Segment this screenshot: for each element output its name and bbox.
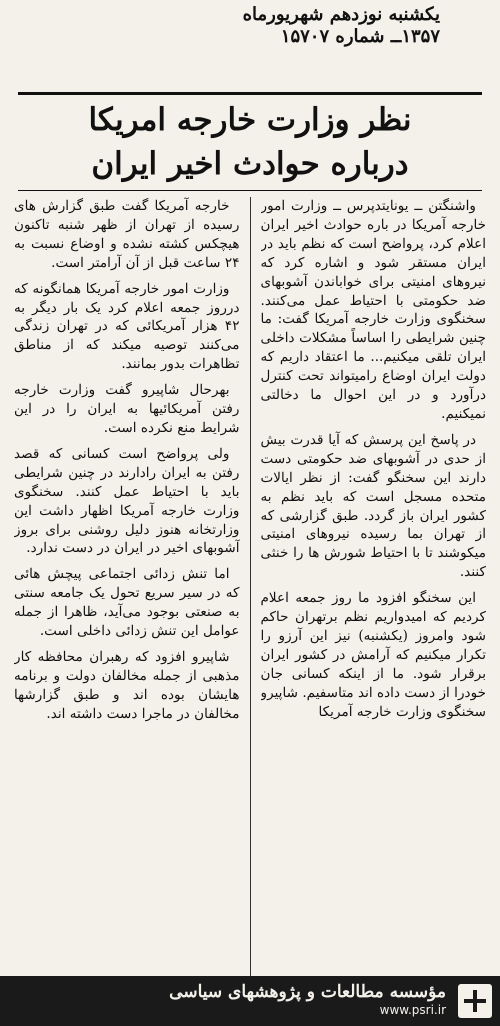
headline-rule (18, 190, 482, 191)
article-body (14, 197, 486, 977)
psri-logo-icon (458, 984, 492, 1018)
paragraph: واشنگتن ــ یونایتدپرس ــ وزارت امور خارجه آمریکا در باره حوادث اخیر ایران اعلام کرد، پرواضح است که نظم باید در ایران مستقر شود و اشاره کرد که نیروهای امنیتی برای خواباندن آشوبهای ضد حکومتی با احتیاط عمل می‌کنند. سخنگوی وزارت خارجه آمریکا گفت: ما چنین شرایطی را اساساً مشکلات داخلی ایران تلقی میکنیم... ما اعتقاد داریم که دولت ایران اوضاع رامیتواند تحت کنترل درآورد و در این احوال ما دخالتی نمیکنیم. (260, 198, 486, 422)
dateline (200, 4, 440, 48)
paragraph: شاپیرو افزود که رهبران محافظه کار مذهبی از جمله مخالفان دولت و برنامه هایشان بوده اند و طبق گزارشها مخالفان در ماجرا دست داشته اند. (14, 648, 240, 722)
institute-name: مؤسسه مطالعات و پژوهشهای سیاسی (169, 982, 446, 1002)
dateline-issue: ۱۳۵۷ــ شماره ۱۵۷۰۷ (280, 26, 440, 47)
paragraph: اما تنش زدائی اجتماعی پیچش هائی که در سیر سریع تحول یک جامعه سنتی به صنعتی بوجود می‌آید، ظاهرا از جمله عوامل این تنش زدائی داخلی است. (14, 566, 240, 640)
watermark-footer (0, 976, 500, 1026)
article-column-right (261, 197, 487, 977)
top-rule (18, 92, 482, 95)
headline-line-2: درباره حوادث اخیر ایران (91, 146, 409, 182)
paragraph: ولی پرواضح است کسانی که قصد رفتن به ایران رادارند در چنین شرایطی باید با احتیاط عمل کنند. سخنگوی وزارت خارجه آمریکا اظهار داشت این وزارتخانه هنوز دلیل روشنی برای بروز آشوبهای اخیر در ایران در دست ندارد. (14, 445, 240, 557)
headline-line-1: نظر وزارت خارجه امریکا (88, 102, 412, 138)
institute-url[interactable]: www.psri.ir (379, 1003, 446, 1017)
column-divider (250, 197, 251, 977)
headline (20, 98, 480, 186)
paragraph: در پاسخ این پرسش که آیا قدرت بیش از حدی در آشوبهای ضد حکومتی دست دارند این سخنگو گفت: از نظر ایالات متحده مسجل است که باید نظم به کشور ایران باز گردد. طبق گزارشی که از تهران بما رسیده نیروهای امنیتی میکوشند تا با احتیاط شورش ها را خنثی کنند. (260, 431, 486, 581)
paragraph: بهرحال شاپیرو گفت وزارت خارجه رفتن آمریکائیها به ایران را در این شرایط منع نکرده است. (14, 382, 240, 436)
paragraph: این سخنگو افزود ما روز جمعه اعلام کردیم که امیدواریم نظم برتهران حاکم شود وامروز (یکشنبه) نیز این آرزو را تکرار میکنیم که آرامش در کشور ایران برقرار شود. ما از اینکه کسانی جان خودرا از دست داده اند متاسفیم. شاپیرو سخنگوی وزارت خارجه آمریکا (260, 590, 486, 720)
article-column-left (14, 197, 240, 977)
dateline-day: یکشنبه نوزدهم شهریورماه (242, 4, 440, 25)
paragraph: وزارت امور خارجه آمریکا همانگونه که درروز جمعه اعلام کرد یک بار دیگر به ۴۲ هزار آمریکائی که در تهران زندگی می‌کنند توصیه میکند که از مناطق تظاهرات بدور بمانند. (14, 280, 240, 373)
paragraph: خارجه آمریکا گفت طبق گزارش های رسیده از تهران از ظهر شنبه تاکنون هیچکس کشته نشده و اوضاع نسبت به ۲۴ ساعت قبل از آن آرامتر است. (14, 198, 240, 271)
